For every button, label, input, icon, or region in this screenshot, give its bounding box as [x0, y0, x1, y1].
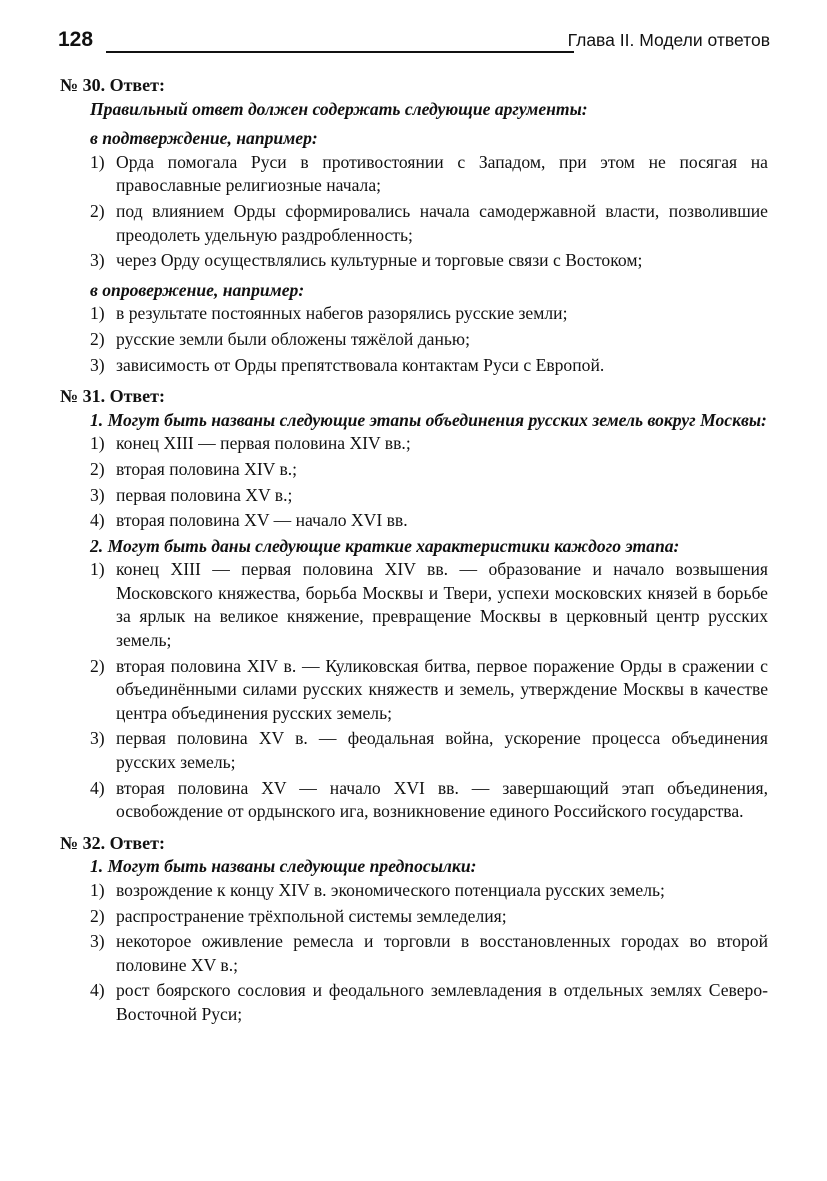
list-item — [60, 200, 768, 247]
list-item-number: 3) — [90, 931, 105, 952]
list-item — [60, 930, 768, 977]
list-item-text: первая половина XV в. — феодальная война, ускорение процесса объединения русских земель; — [116, 728, 768, 773]
list-item-text: вторая половина XIV в. — Куликовская битва, первое поражение Орды в сражении с объединёнными силами русских княжеств и земель, утверждение Москвы в качестве центра объединения русских земель; — [116, 655, 768, 723]
chapter-title: Глава II. Модели ответов — [567, 30, 770, 50]
answer-32 — [60, 832, 768, 1027]
list-item-number: 3) — [90, 250, 105, 271]
list-item-number: 4) — [90, 777, 105, 798]
list-item-text: первая половина XV в.; — [116, 484, 293, 505]
answer-30-refute-list — [60, 302, 768, 377]
list-item-text: зависимость от Орды препятствовала контактам Руси с Европой. — [116, 354, 605, 375]
list-item — [60, 558, 768, 652]
list-item-text: некоторое оживление ремесла и торговли в восстановленных городах во второй половине XV в.; — [116, 931, 768, 975]
list-item — [60, 458, 768, 482]
answer-30-intro: Правильный ответ должен содержать следующие аргументы: — [90, 98, 588, 119]
page-content — [60, 74, 768, 1029]
answer-30 — [60, 74, 768, 377]
header-rule — [106, 51, 574, 53]
list-item-number: 2) — [90, 458, 105, 479]
answer-31-title: № 31. Ответ: — [60, 386, 165, 407]
list-item-number: 1) — [90, 880, 105, 900]
list-item-text: Орда помогала Руси в противостоянии с Западом, при этом не посягая на православные религиозные начала; — [116, 151, 768, 196]
answer-32-part1-label: 1. Могут быть названы следующие предпосылки: — [90, 856, 477, 877]
list-item-number: 1) — [90, 433, 105, 454]
answer-31-part2-list — [60, 558, 768, 824]
list-item-text: конец XIII — первая половина XIV вв. — образование и начало возвышения Московского княжества, борьба Москвы и Твери, успехи московских князей в борьбе за ярлык на великое княжение, превращение Москвы в церковный центр русских земель; — [116, 559, 768, 651]
page-header — [58, 26, 770, 58]
list-item — [60, 354, 768, 378]
answer-31 — [60, 385, 768, 824]
answer-30-confirm-label: в подтверждение, например: — [90, 128, 318, 149]
list-item — [60, 509, 768, 533]
list-item — [60, 655, 768, 726]
answer-31-part1-list — [60, 432, 768, 532]
list-item-number: 3) — [90, 354, 105, 375]
answer-32-title: № 32. Ответ: — [60, 832, 165, 853]
answer-30-refute-label: в опровержение, например: — [90, 279, 305, 300]
list-item-text: возрождение к концу XIV в. экономического потенциала русских земель; — [116, 880, 665, 900]
list-item-number: 2) — [90, 200, 105, 221]
list-item-number: 4) — [90, 510, 105, 531]
list-item-text: вторая половина XV — начало XVI вв. — [116, 510, 408, 531]
list-item-number: 1) — [90, 559, 105, 580]
list-item — [60, 432, 768, 456]
list-item-number: 3) — [90, 484, 105, 505]
list-item-text: вторая половина XIV в.; — [116, 458, 298, 479]
list-item — [60, 727, 768, 774]
list-item-number: 1) — [90, 151, 105, 172]
list-item-number: 2) — [90, 905, 105, 926]
list-item — [60, 484, 768, 508]
list-item-number: 2) — [90, 655, 105, 676]
list-item — [60, 905, 768, 929]
list-item — [60, 979, 768, 1026]
list-item-text: вторая половина XV — начало XVI вв. — завершающий этап объединения, освобождение от ордынского ига, возникновение единого Российского государства. — [116, 777, 768, 822]
answer-31-part2-label: 2. Могут быть даны следующие краткие характеристики каждого этапа: — [90, 535, 680, 556]
list-item — [60, 302, 768, 326]
list-item — [60, 879, 768, 903]
list-item-number: 4) — [90, 980, 105, 1001]
list-item — [60, 151, 768, 198]
list-item-number: 1) — [90, 303, 105, 324]
answer-32-part1-list — [60, 879, 768, 1027]
list-item-text: через Орду осуществлялись культурные и торговые связи с Востоком; — [116, 250, 643, 271]
list-item-text: распространение трёхпольной системы земледелия; — [116, 905, 507, 926]
list-item-text: рост боярского сословия и феодального землевладения в отдельных землях Северо-Восточной Руси; — [116, 980, 768, 1024]
list-item-text: конец XIII — первая половина XIV вв.; — [116, 433, 411, 454]
list-item — [60, 777, 768, 824]
list-item — [60, 249, 768, 273]
answer-31-part1-label: 1. Могут быть названы следующие этапы объединения русских земель вокруг Москвы: — [90, 409, 767, 430]
list-item-number: 2) — [90, 328, 105, 349]
list-item-text: в результате постоянных набегов разорялись русские земли; — [116, 303, 568, 324]
page-number: 128 — [58, 28, 94, 51]
list-item-text: под влиянием Орды сформировались начала самодержавной власти, позволившие преодолеть удельную раздробленность; — [116, 200, 768, 245]
answer-30-title: № 30. Ответ: — [60, 75, 165, 95]
list-item — [60, 328, 768, 352]
answer-30-confirm-list — [60, 151, 768, 273]
list-item-number: 3) — [90, 728, 105, 749]
list-item-text: русские земли были обложены тяжёлой данью; — [116, 328, 470, 349]
